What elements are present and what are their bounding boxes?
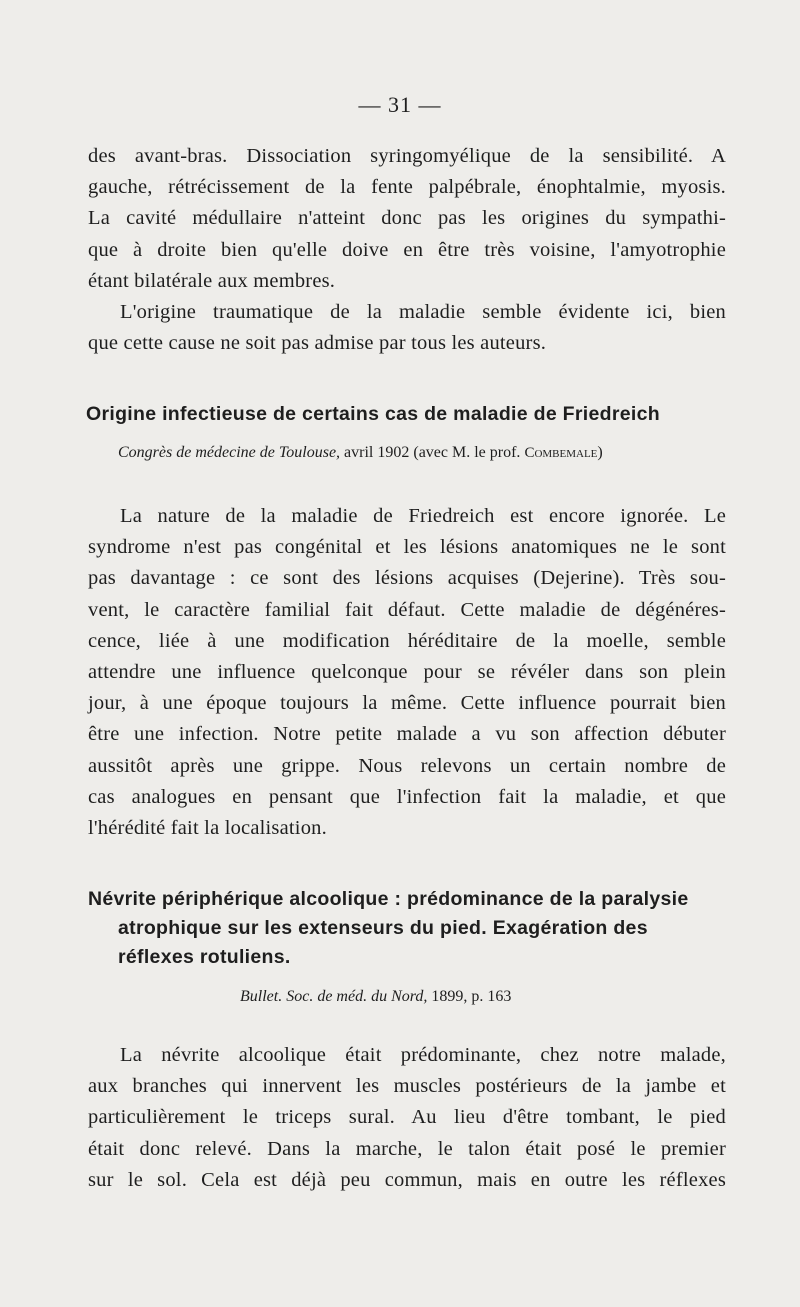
text-line: pas davantage : ce sont des lésions acquises (Dejerine). Très sou- bbox=[88, 567, 726, 590]
citation-detail: avril 1902 (avec M. le prof. bbox=[340, 444, 525, 461]
text-line: La névrite alcoolique était prédominante, chez notre malade, bbox=[120, 1044, 726, 1066]
text-line: que cette cause ne soit pas admise par tous les auteurs. bbox=[88, 332, 547, 355]
section2-header bbox=[88, 885, 728, 972]
text-line: aussitôt après une grippe. Nous relevons un certain nombre de bbox=[88, 754, 726, 777]
section2-citation bbox=[240, 986, 640, 1008]
citation-source: Bullet. Soc. de méd. du Nord, bbox=[240, 988, 428, 1005]
citation-text bbox=[118, 442, 756, 464]
page-number: — 31 — bbox=[358, 92, 442, 117]
text-line: l'hérédité fait la localisation. bbox=[88, 817, 327, 840]
text-line: des avant-bras. Dissociation syringomyélique de la sensibilité. A bbox=[88, 145, 726, 167]
title-line: Névrite périphérique alcoolique : prédominance de la paralysie bbox=[88, 888, 689, 910]
intro-paragraph-2 bbox=[88, 297, 726, 359]
text-line: attendre une influence quelconque pour se révéler dans son plein bbox=[88, 661, 726, 684]
section1-citation bbox=[118, 442, 756, 464]
citation-source: Congrès de médecine de Toulouse, bbox=[118, 444, 341, 461]
text-line: particulièrement le triceps sural. Au lieu d'être tombant, le pied bbox=[88, 1106, 726, 1129]
section1-text bbox=[88, 501, 726, 844]
section1-title: Origine infectieuse de certains cas de maladie de Friedreich bbox=[86, 403, 660, 425]
section2-body bbox=[88, 1040, 726, 1196]
section1-header bbox=[86, 400, 736, 429]
intro2-text bbox=[88, 297, 726, 359]
citation-detail: 1899, p. 163 bbox=[427, 988, 512, 1005]
text-line: cence, liée à une modification héréditaire de la moelle, semble bbox=[88, 629, 726, 652]
text-line: vent, le caractère familial fait défaut. Cette maladie de dégénéres- bbox=[88, 598, 726, 621]
text-line: aux branches qui innervent les muscles postérieurs de la jambe et bbox=[88, 1075, 726, 1098]
citation-text bbox=[240, 986, 640, 1008]
text-line: La cavité médullaire n'atteint donc pas les origines du sympathi- bbox=[88, 207, 726, 230]
text-line: étant bilatérale aux membres. bbox=[88, 269, 336, 292]
section2-title bbox=[88, 885, 728, 972]
text-line: était donc relevé. Dans la marche, le talon était posé le premier bbox=[88, 1137, 726, 1160]
text-line: L'origine traumatique de la maladie semble évidente ici, bien bbox=[120, 301, 726, 323]
title-line: réflexes rotuliens. bbox=[118, 946, 291, 968]
text-line: cas analogues en pensant que l'infection fait la maladie, et que bbox=[88, 785, 726, 808]
section2-text bbox=[88, 1040, 726, 1196]
intro-text bbox=[88, 141, 726, 297]
citation-close: ) bbox=[597, 444, 603, 461]
text-line: syndrome n'est pas congénital et les lésions anatomiques ne le sont bbox=[88, 536, 726, 559]
text-line: que à droite bien qu'elle doive en être très voisine, l'amyotrophie bbox=[88, 238, 726, 261]
text-line: gauche, rétrécissement de la fente palpébrale, énophtalmie, myosis. bbox=[88, 176, 726, 199]
text-line: La nature de la maladie de Friedreich est encore ignorée. Le bbox=[120, 505, 726, 527]
text-line: être une infection. Notre petite malade a vu son affection débuter bbox=[88, 723, 726, 746]
text-line: sur le sol. Cela est déjà peu commun, mais en outre les réflexes bbox=[88, 1168, 726, 1191]
citation-author: Combemale bbox=[524, 445, 598, 461]
section1-body bbox=[88, 501, 726, 844]
text-line: jour, à une époque toujours la même. Cette influence pourrait bien bbox=[88, 692, 726, 715]
title-line: atrophique sur les extenseurs du pied. Exagération des bbox=[118, 917, 648, 939]
intro-paragraph bbox=[88, 141, 726, 297]
